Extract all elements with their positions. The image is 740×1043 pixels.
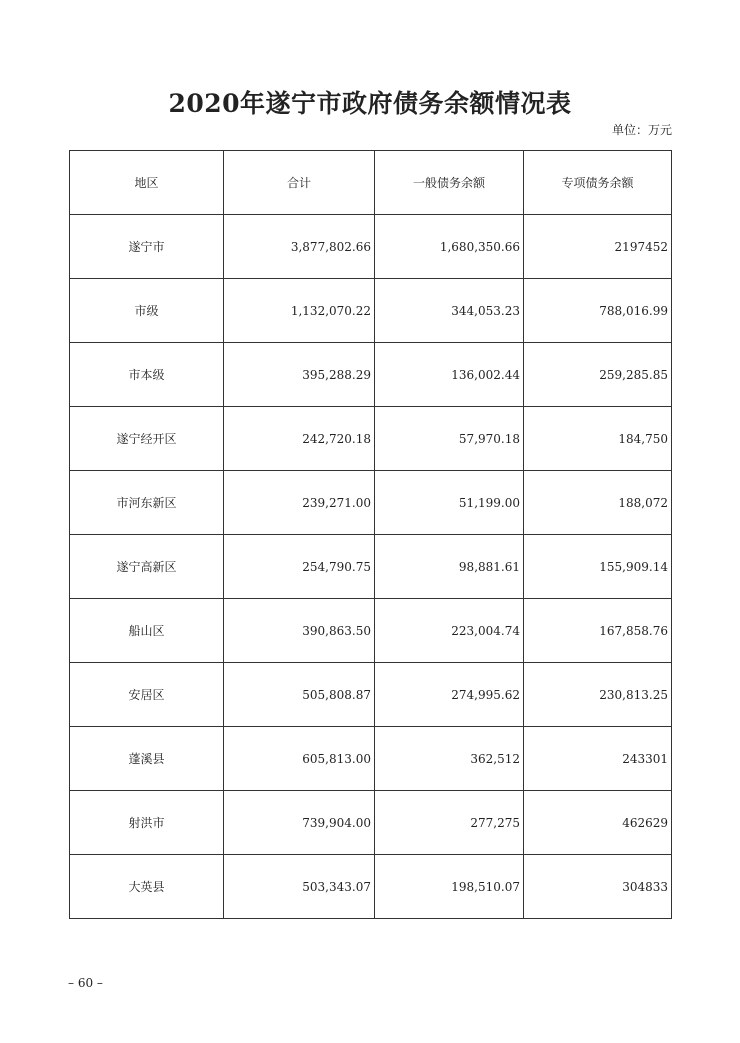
general-debt-cell: 51,199.00 xyxy=(375,471,524,535)
table-row xyxy=(70,599,672,663)
header-special-debt: 专项债务余额 xyxy=(524,151,672,215)
total-cell: 505,808.87 xyxy=(224,663,375,727)
table-row xyxy=(70,663,672,727)
total-cell: 605,813.00 xyxy=(224,727,375,791)
table-row xyxy=(70,727,672,791)
general-debt-cell: 136,002.44 xyxy=(375,343,524,407)
general-debt-cell: 344,053.23 xyxy=(375,279,524,343)
region-cell: 船山区 xyxy=(70,599,224,663)
table-row xyxy=(70,279,672,343)
total-cell: 395,288.29 xyxy=(224,343,375,407)
special-debt-cell: 788,016.99 xyxy=(524,279,672,343)
region-cell: 射洪市 xyxy=(70,791,224,855)
special-debt-cell: 304833 xyxy=(524,855,672,919)
debt-table xyxy=(69,150,672,919)
total-cell: 3,877,802.66 xyxy=(224,215,375,279)
region-cell: 遂宁经开区 xyxy=(70,407,224,471)
general-debt-cell: 223,004.74 xyxy=(375,599,524,663)
table-row xyxy=(70,343,672,407)
page-number: – 60 – xyxy=(68,976,103,990)
general-debt-cell: 98,881.61 xyxy=(375,535,524,599)
total-cell: 254,790.75 xyxy=(224,535,375,599)
total-cell: 239,271.00 xyxy=(224,471,375,535)
table-header-row xyxy=(70,151,672,215)
table-row xyxy=(70,215,672,279)
special-debt-cell: 230,813.25 xyxy=(524,663,672,727)
header-general-debt: 一般债务余额 xyxy=(375,151,524,215)
region-cell: 蓬溪县 xyxy=(70,727,224,791)
page-title: 2020年遂宁市政府债务余额情况表 xyxy=(168,89,572,118)
table-row xyxy=(70,855,672,919)
general-debt-cell: 274,995.62 xyxy=(375,663,524,727)
unit-label: 单位：万元 xyxy=(611,123,672,137)
region-cell: 安居区 xyxy=(70,663,224,727)
total-cell: 503,343.07 xyxy=(224,855,375,919)
region-cell: 大英县 xyxy=(70,855,224,919)
table-row xyxy=(70,407,672,471)
total-cell: 390,863.50 xyxy=(224,599,375,663)
special-debt-cell: 243301 xyxy=(524,727,672,791)
special-debt-cell: 462629 xyxy=(524,791,672,855)
total-cell: 242,720.18 xyxy=(224,407,375,471)
region-cell: 遂宁市 xyxy=(70,215,224,279)
table-row xyxy=(70,471,672,535)
table-row xyxy=(70,791,672,855)
header-total: 合计 xyxy=(224,151,375,215)
special-debt-cell: 155,909.14 xyxy=(524,535,672,599)
region-cell: 市级 xyxy=(70,279,224,343)
region-cell: 遂宁高新区 xyxy=(70,535,224,599)
special-debt-cell: 259,285.85 xyxy=(524,343,672,407)
general-debt-cell: 362,512 xyxy=(375,727,524,791)
table-row xyxy=(70,535,672,599)
special-debt-cell: 2197452 xyxy=(524,215,672,279)
general-debt-cell: 198,510.07 xyxy=(375,855,524,919)
total-cell: 1,132,070.22 xyxy=(224,279,375,343)
general-debt-cell: 57,970.18 xyxy=(375,407,524,471)
special-debt-cell: 188,072 xyxy=(524,471,672,535)
general-debt-cell: 1,680,350.66 xyxy=(375,215,524,279)
special-debt-cell: 167,858.76 xyxy=(524,599,672,663)
header-region: 地区 xyxy=(70,151,224,215)
special-debt-cell: 184,750 xyxy=(524,407,672,471)
total-cell: 739,904.00 xyxy=(224,791,375,855)
general-debt-cell: 277,275 xyxy=(375,791,524,855)
region-cell: 市本级 xyxy=(70,343,224,407)
region-cell: 市河东新区 xyxy=(70,471,224,535)
